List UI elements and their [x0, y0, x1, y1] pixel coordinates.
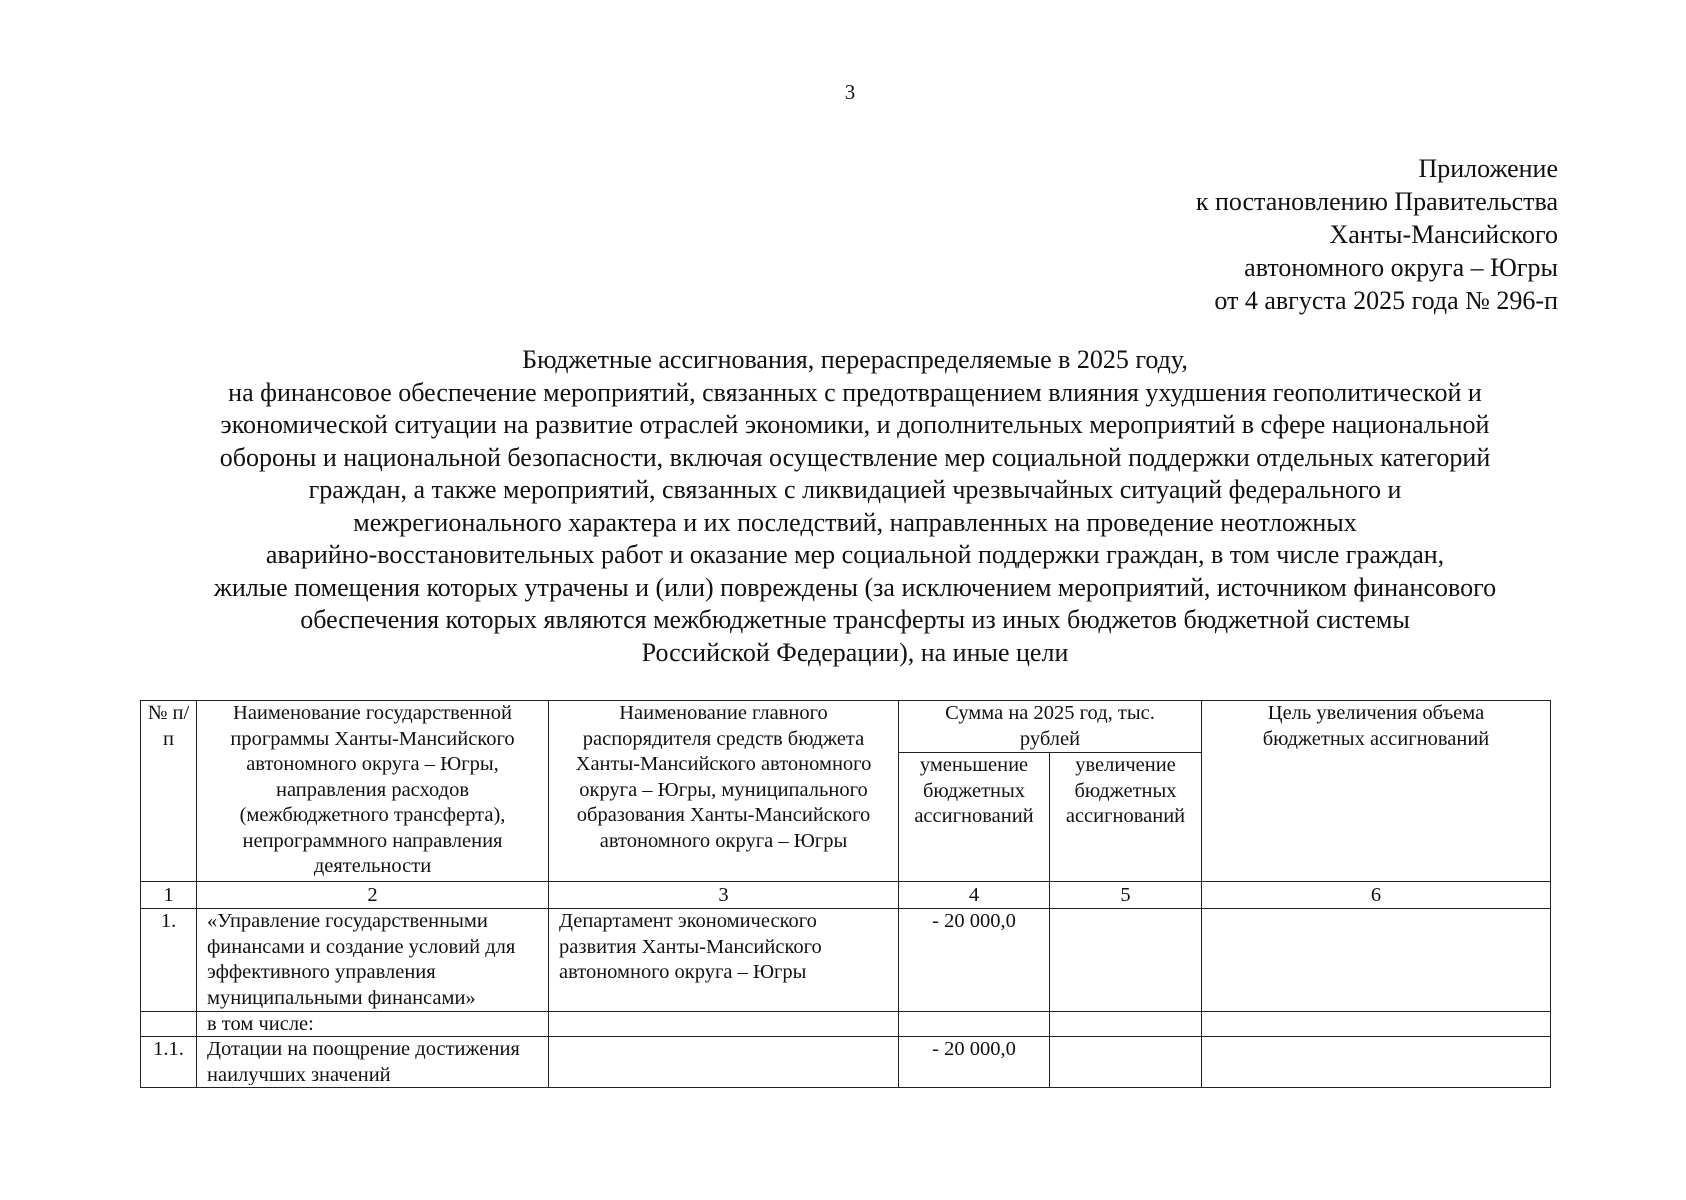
column-number: 6 [1202, 882, 1551, 909]
appendix-line: к постановлению Правительства [1195, 187, 1558, 216]
column-number: 1 [141, 882, 197, 909]
row-increase [1050, 1012, 1202, 1037]
title-line: аварийно-восстановительных работ и оказание мер социальной поддержки граждан, в том числе граждан, [265, 540, 1445, 569]
row-administrator: Департамент экономического развития Ханты-Мансийского автономного округа – Югры [549, 909, 899, 1012]
budget-table [140, 700, 1551, 1088]
row-increase [1050, 909, 1202, 1012]
page-number: 3 [844, 80, 856, 104]
header-program: Наименование государственной программы Ханты-Мансийского автономного округа – Югры, направления расходов (межбюджетного трансферта), непрограммного направления деятельности [197, 701, 549, 882]
appendix-line: Ханты-Мансийского [1329, 220, 1558, 249]
table-header-row [141, 701, 1551, 753]
column-number: 4 [899, 882, 1050, 909]
column-number: 3 [549, 882, 899, 909]
title-line: обороны и национальной безопасности, включая осуществление мер социальной поддержки отдельных категорий [219, 442, 1491, 472]
row-decrease [899, 1012, 1050, 1037]
title-line: жилые помещения которых утрачены и (или) повреждены (за исключением мероприятий, источником финансового [213, 572, 1497, 602]
row-num: 1.1. [141, 1037, 197, 1088]
header-num: № п/п [141, 701, 197, 882]
column-number: 2 [197, 882, 549, 909]
row-administrator [549, 1037, 899, 1088]
row-decrease: - 20 000,0 [899, 1037, 1050, 1088]
title-line: граждан, а также мероприятий, связанных с ликвидацией чрезвычайных ситуаций федерального и [308, 475, 1402, 504]
appendix-line: от 4 августа 2025 года № 296-п [1214, 286, 1558, 315]
row-num [141, 1012, 197, 1037]
column-number-row [141, 882, 1551, 909]
header-goal: Цель увеличения объема бюджетных ассигнований [1202, 701, 1551, 882]
appendix-line: Приложение [1418, 154, 1558, 183]
appendix-line: автономного округа – Югры [1244, 253, 1558, 282]
header-decrease: уменьшение бюджетных ассигнований [899, 753, 1050, 882]
table-row [141, 1037, 1551, 1088]
table-row [141, 909, 1551, 1012]
header-increase: увеличение бюджетных ассигнований [1050, 753, 1202, 882]
row-program: «Управление государственными финансами и создание условий для эффективного управления муниципальными финансами» [197, 909, 549, 1012]
row-goal [1202, 1012, 1551, 1037]
row-increase [1050, 1037, 1202, 1088]
title-line: Бюджетные ассигнования, перераспределяемые в 2025 году, [522, 345, 1188, 374]
title-line: межрегионального характера и их последствий, направленных на проведение неотложных [353, 507, 1357, 537]
row-administrator [549, 1012, 899, 1037]
title-line: экономической ситуации на развитие отраслей экономики, и дополнительных мероприятий в сфере национальной [220, 410, 1490, 439]
appendix-block [1196, 152, 1558, 317]
title-line: Российской Федерации), на иные цели [641, 637, 1069, 667]
header-administrator: Наименование главного распорядителя средств бюджета Ханты-Мансийского автономного округа – Югры, муниципального образования Ханты-Мансийского автономного округа – Югры [549, 701, 899, 882]
row-goal [1202, 909, 1551, 1012]
row-program-cell [197, 1037, 549, 1088]
row-num: 1. [141, 909, 197, 1012]
column-number: 5 [1050, 882, 1202, 909]
table-row [141, 1012, 1551, 1037]
title-line: обеспечения которых являются межбюджетные трансферты из иных бюджетов бюджетной системы [300, 605, 1410, 634]
row-program: в том числе: [197, 1012, 549, 1037]
header-sum: Сумма на 2025 год, тыс. рублей [899, 701, 1202, 753]
row-decrease: - 20 000,0 [899, 909, 1050, 1012]
document-title [100, 344, 1610, 669]
row-goal [1202, 1037, 1551, 1088]
title-line: на финансовое обеспечение мероприятий, связанных с предотвращением влияния ухудшения геополитической и [228, 377, 1482, 407]
row-program: Дотации на поощрение достижения наилучших значений [207, 1038, 520, 1085]
